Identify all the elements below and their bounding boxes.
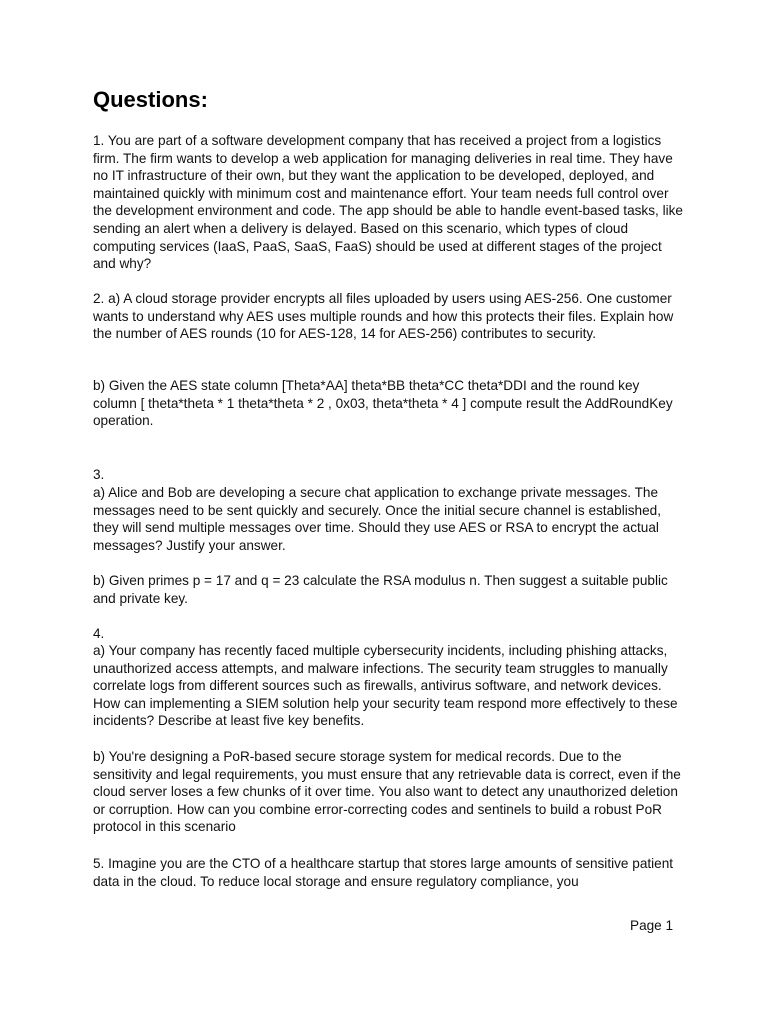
question-4-number: 4.	[93, 626, 105, 641]
question-3a: a) Alice and Bob are developing a secure chat application to exchange private messages. The messages need to be sent quickly and securely. Once the initial secure channel is established, they will send multiple messages over time. Should they use AES or RSA to encrypt the actual messages? Justify your answer.	[93, 485, 661, 553]
question-3b: b) Given primes p = 17 and q = 23 calculate the RSA modulus n. Then suggest a suitable public and private key.	[93, 573, 668, 606]
question-1: 1. You are part of a software development company that has received a project from a logistics firm. The firm wants to develop a web application for managing deliveries in real time. They have no IT infrastructure of their own, but they want the application to be developed, deployed, and maintained quickly with minimum cost and maintenance effort. Your team needs full control over the development environment and code. The app should be able to handle event-based tasks, like sending an alert when a delivery is delayed. Based on this scenario, which types of cloud computing services (IaaS, PaaS, SaaS, FaaS) should be used at different stages of the project and why?	[93, 133, 683, 272]
question-4a: a) Your company has recently faced multiple cybersecurity incidents, including phishing attacks, unauthorized access attempts, and malware infections. The security team struggles to manually correlate logs from different sources such as firewalls, antivirus software, and network devices. How can implementing a SIEM solution help your security team respond more effectively to these incidents? Describe at least five key benefits.	[93, 643, 678, 729]
question-5: 5. Imagine you are the CTO of a healthcare startup that stores large amounts of sensitive patient data in the cloud. To reduce local storage and ensure regulatory compliance, you	[93, 856, 674, 889]
page-title: Questions:	[93, 87, 208, 112]
question-2a: 2. a) A cloud storage provider encrypts all files uploaded by users using AES-256. One customer wants to understand why AES uses multiple rounds and how this protects their files. Explain how the number of AES rounds (10 for AES-128, 14 for AES-256) contributes to security.	[93, 291, 674, 342]
page-number: Page 1	[630, 918, 674, 933]
question-2b: b) Given the AES state column [Theta*AA] theta*BB theta*CC theta*DDI and the round key column [ theta*theta * 1 theta*theta * 2 , 0x03, theta*theta * 4 ] compute result the AddRoundKey operation.	[93, 378, 673, 429]
question-4b: b) You're designing a PoR-based secure storage system for medical records. Due to the sensitivity and legal requirements, you must ensure that any retrievable data is correct, even if the cloud server loses a few chunks of it over time. You also want to detect any unauthorized deletion or corruption. How can you combine error-correcting codes and sentinels to build a robust PoR protocol in this scenario	[93, 749, 681, 835]
question-3-number: 3.	[93, 467, 105, 482]
